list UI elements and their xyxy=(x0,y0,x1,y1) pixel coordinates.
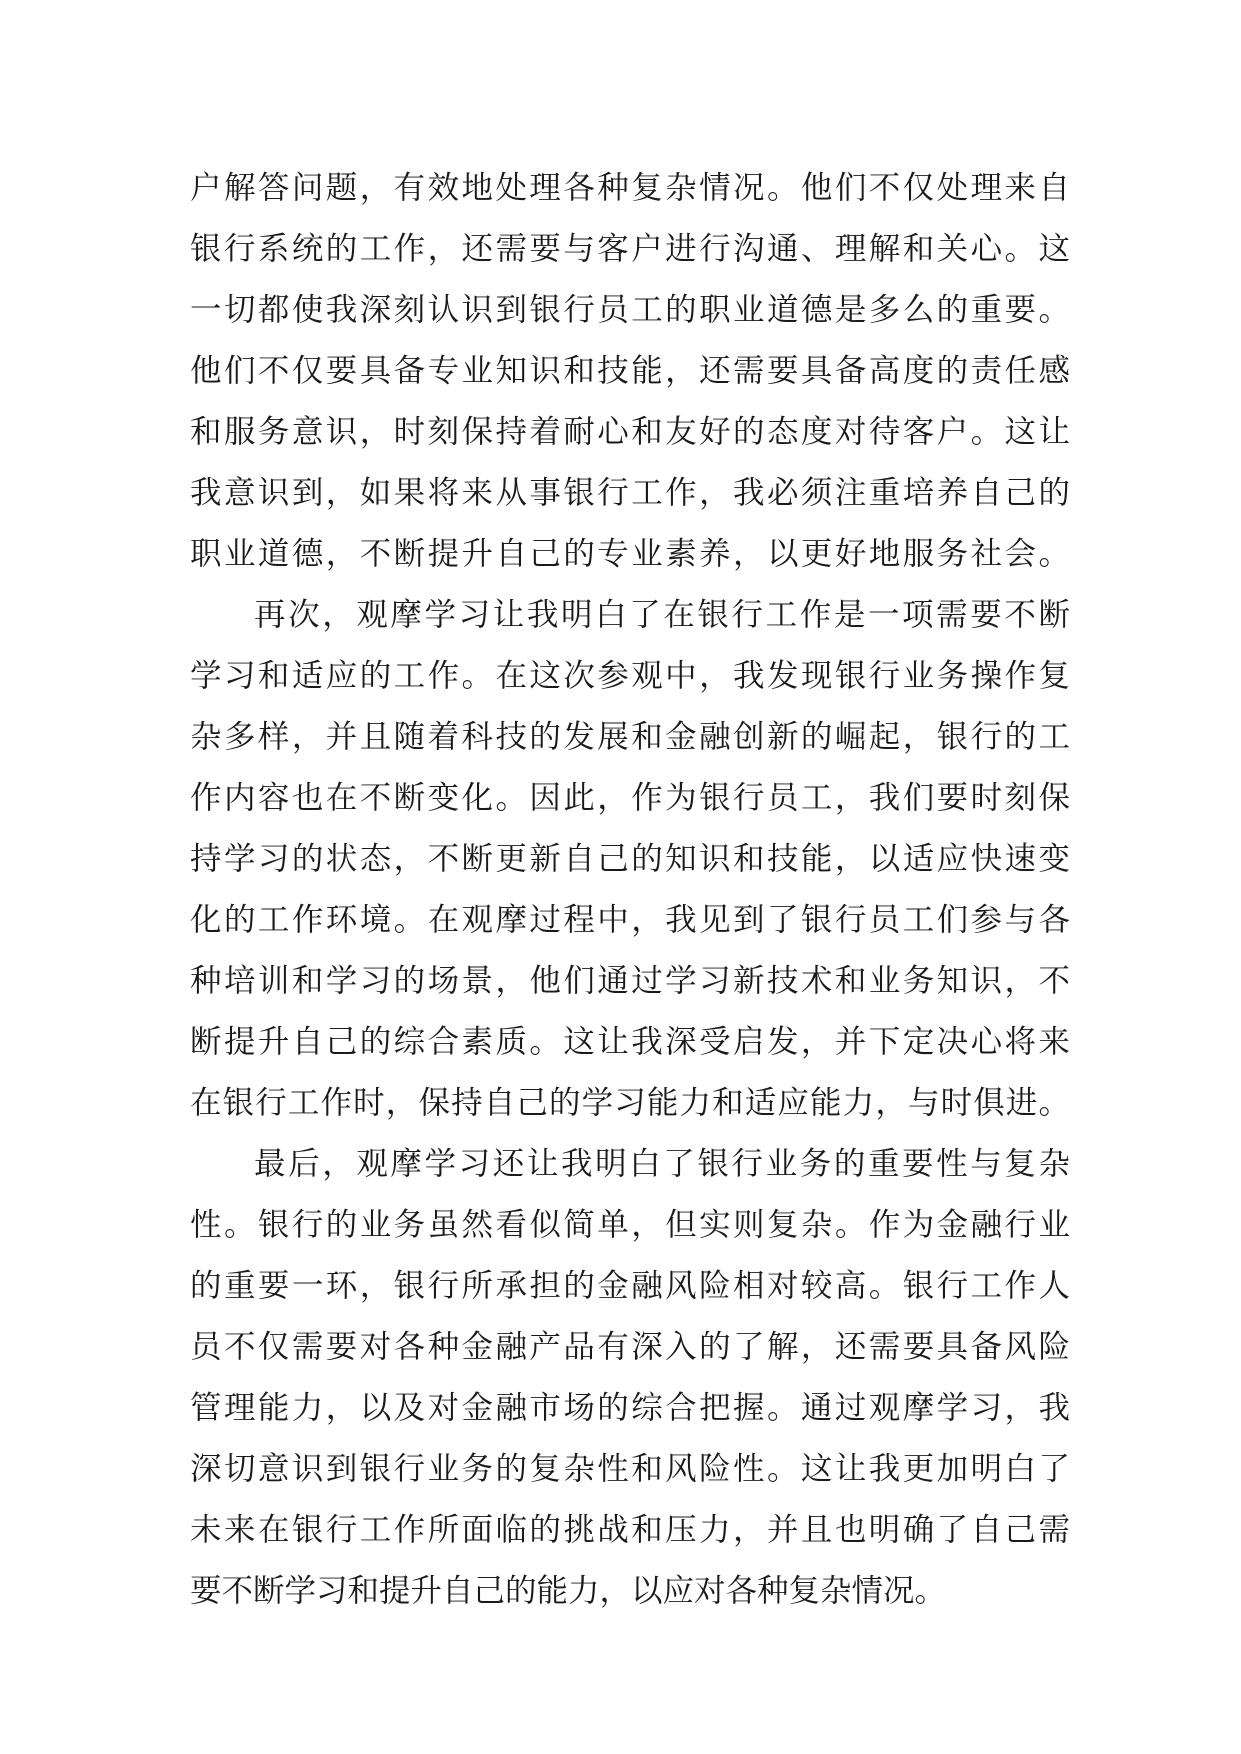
text-line: 管理能力，以及对金融市场的综合把握。通过观摩学习，我 xyxy=(190,1390,1070,1426)
text-line: 种培训和学习的场景，他们通过学习新技术和业务知识，不 xyxy=(190,963,1070,999)
text-line: 职业道德，不断提升自己的专业素养，以更好地服务社会。 xyxy=(190,536,1070,572)
text-line: 户解答问题，有效地处理各种复杂情况。他们不仅处理来自 xyxy=(190,170,1070,206)
text-line: 在银行工作时，保持自己的学习能力和适应能力，与时俱进。 xyxy=(190,1085,1070,1121)
text-line: 深切意识到银行业务的复杂性和风险性。这让我更加明白了 xyxy=(190,1451,1070,1487)
text-line: 化的工作环境。在观摩过程中，我见到了银行员工们参与各 xyxy=(190,902,1070,938)
text-line: 性。银行的业务虽然看似简单，但实则复杂。作为金融行业 xyxy=(190,1207,1070,1243)
text-line: 作内容也在不断变化。因此，作为银行员工，我们要时刻保 xyxy=(190,780,1070,816)
text-line: 他们不仅要具备专业知识和技能，还需要具备高度的责任感 xyxy=(190,353,1070,389)
text-line: 学习和适应的工作。在这次参观中，我发现银行业务操作复 xyxy=(190,658,1070,694)
paragraph-first-line: 最后，观摩学习还让我明白了银行业务的重要性与复杂 xyxy=(254,1146,1070,1182)
text-line: 的重要一环，银行所承担的金融风险相对较高。银行工作人 xyxy=(190,1268,1070,1304)
text-line: 杂多样，并且随着科技的发展和金融创新的崛起，银行的工 xyxy=(190,719,1070,755)
text-line: 银行系统的工作，还需要与客户进行沟通、理解和关心。这 xyxy=(190,231,1070,267)
text-line: 持学习的状态，不断更新自己的知识和技能，以适应快速变 xyxy=(190,841,1070,877)
text-line: 断提升自己的综合素质。这让我深受启发，并下定决心将来 xyxy=(190,1024,1070,1060)
text-line: 我意识到，如果将来从事银行工作，我必须注重培养自己的 xyxy=(190,475,1070,511)
text-line: 员不仅需要对各种金融产品有深入的了解，还需要具备风险 xyxy=(190,1329,1070,1365)
text-line: 一切都使我深刻认识到银行员工的职业道德是多么的重要。 xyxy=(190,292,1070,328)
paragraph-first-line: 再次，观摩学习让我明白了在银行工作是一项需要不断 xyxy=(254,597,1070,633)
paragraph-last-line: 要不断学习和提升自己的能力，以应对各种复杂情况。 xyxy=(190,1573,947,1609)
text-line: 未来在银行工作所面临的挑战和压力，并且也明确了自己需 xyxy=(190,1512,1070,1548)
body-text xyxy=(190,158,1070,1622)
text-line: 和服务意识，时刻保持着耐心和友好的态度对待客户。这让 xyxy=(190,414,1070,450)
